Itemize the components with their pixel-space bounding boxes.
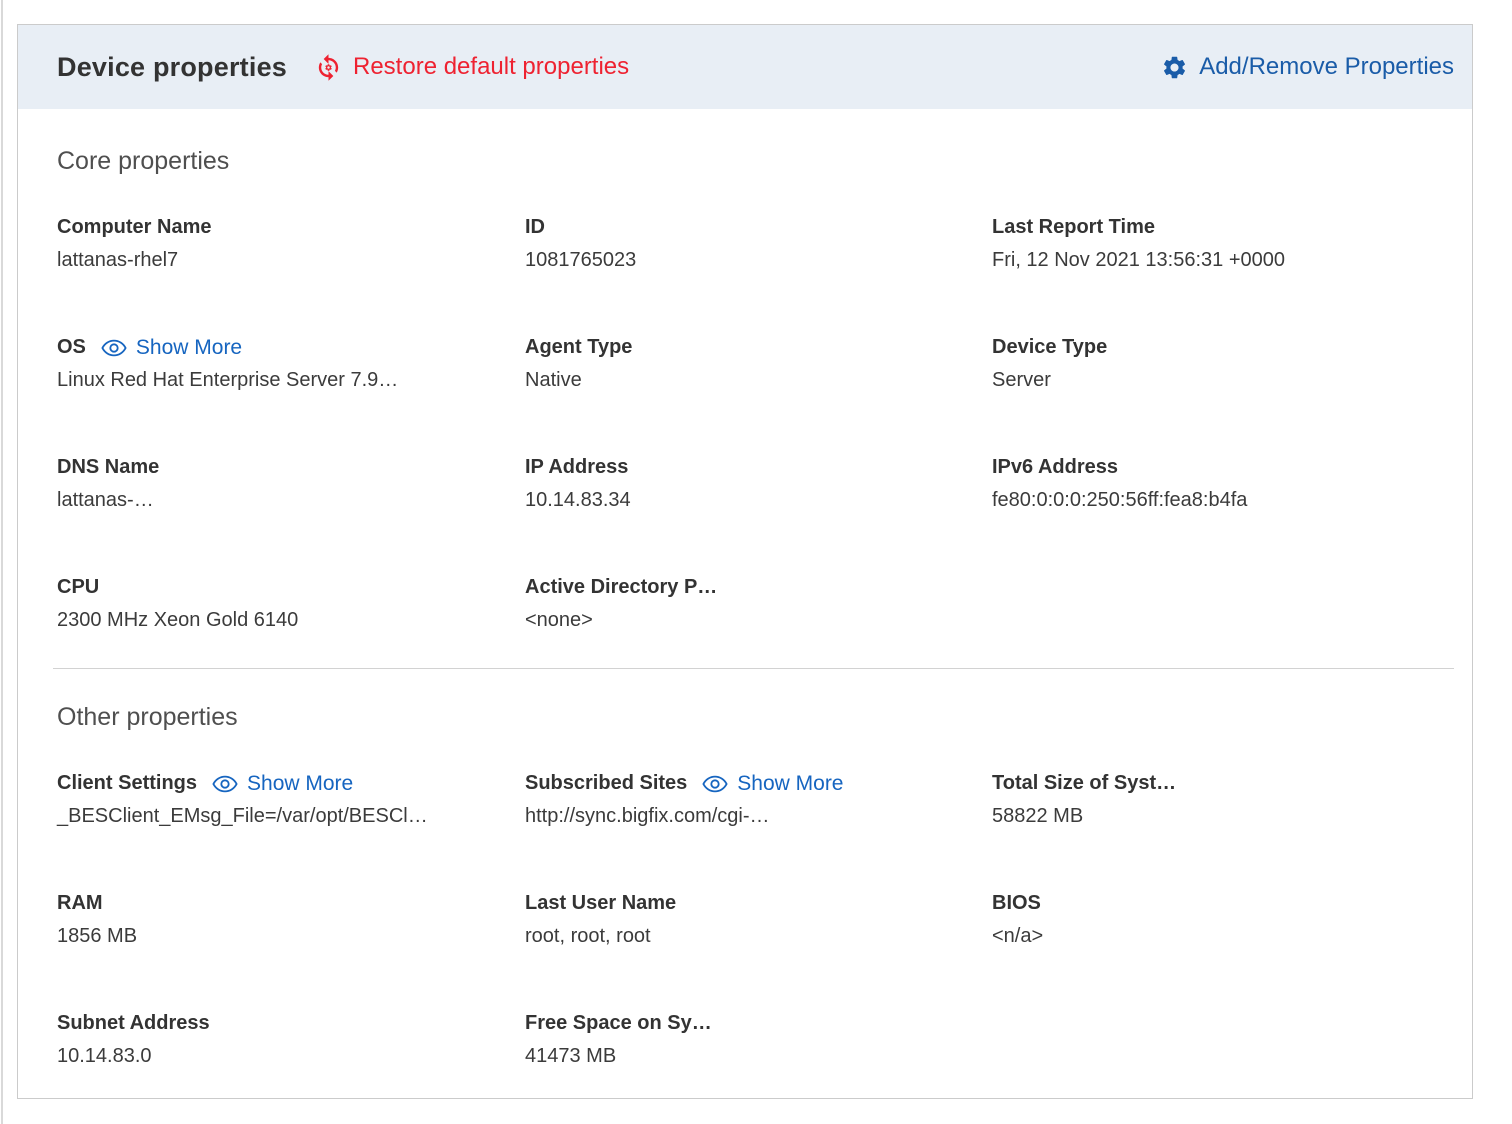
field-id [525,211,992,277]
field-value: <n/a> [992,925,1044,947]
other-properties-heading: Other properties [57,703,238,731]
device-properties-panel [17,24,1473,1099]
eye-icon [702,775,728,793]
field-value: 1856 MB [57,925,138,947]
field-label: Computer Name [57,216,212,238]
field-total-size-of-system [992,767,1432,833]
page-title: Device properties [57,51,287,82]
field-active-directory-path [525,571,992,637]
field-value: Server [992,369,1051,391]
field-value: lattanas-rhel7 [57,249,179,271]
add-remove-properties-label: Add/Remove Properties [1199,53,1454,80]
restore-default-properties-button[interactable] [314,53,629,82]
field-label: Subscribed Sites [525,772,688,794]
field-last-user-name [525,887,992,953]
show-more-label: Show More [247,772,354,795]
client-settings-show-more-link[interactable] [212,767,353,800]
field-last-report-time [992,211,1432,277]
show-more-label: Show More [737,772,844,795]
field-value: fe80:0:0:0:250:56ff:fea8:b4fa [992,489,1248,511]
field-label: Device Type [992,336,1108,358]
field-os [57,331,525,397]
field-subnet-address [57,1007,525,1073]
field-value: 58822 MB [992,805,1084,827]
restore-default-properties-label: Restore default properties [353,53,630,80]
restore-defaults-icon [314,53,343,82]
field-label: Active Directory P… [525,576,718,598]
field-label: OS [57,336,86,358]
field-value: 41473 MB [525,1045,617,1067]
core-properties-heading: Core properties [57,147,230,175]
empty-cell [992,571,1432,637]
field-label: Last Report Time [992,216,1155,238]
field-value: http://sync.bigfix.com/cgi-… [525,805,770,827]
field-label: Last User Name [525,892,677,914]
core-properties-grid [57,211,1432,637]
field-label: Client Settings [57,772,198,794]
field-value: 10.14.83.0 [57,1045,152,1067]
field-label: Free Space on Sy… [525,1012,712,1034]
field-value: Fri, 12 Nov 2021 13:56:31 +0000 [992,249,1285,271]
field-value: Native [525,369,582,391]
panel-content [18,109,1472,1073]
field-label: Agent Type [525,336,633,358]
field-agent-type [525,331,992,397]
screen-left-edge [1,0,3,1124]
os-show-more-link[interactable] [101,331,242,364]
field-label: IP Address [525,456,629,478]
add-remove-properties-button[interactable] [1161,53,1454,81]
field-label: ID [525,216,545,238]
field-value: 2300 MHz Xeon Gold 6140 [57,609,299,631]
field-ip-address [525,451,992,517]
field-ram [57,887,525,953]
field-computer-name [57,211,525,277]
field-dns-name [57,451,525,517]
field-label: BIOS [992,892,1041,914]
field-bios [992,887,1432,953]
gear-icon [1161,54,1188,81]
field-value: <none> [525,609,593,631]
eye-icon [101,339,127,357]
field-label: Subnet Address [57,1012,210,1034]
field-client-settings [57,767,525,833]
field-device-type [992,331,1432,397]
field-cpu [57,571,525,637]
field-value: 10.14.83.34 [525,489,631,511]
field-value: _BESClient_EMsg_File=/var/opt/BESCl… [57,805,428,827]
field-value: lattanas-… [57,489,154,511]
panel-header [18,25,1472,109]
field-label: Total Size of Syst… [992,772,1177,794]
field-subscribed-sites [525,767,992,833]
section-divider [53,668,1454,669]
field-label: CPU [57,576,100,598]
field-value: root, root, root [525,925,651,947]
field-label: DNS Name [57,456,160,478]
field-value: 1081765023 [525,249,637,271]
subscribed-sites-show-more-link[interactable] [702,767,843,800]
field-free-space-on-system [525,1007,992,1073]
other-properties-grid [57,767,1432,1073]
field-label: RAM [57,892,103,914]
empty-cell [992,1007,1432,1073]
field-ipv6-address [992,451,1432,517]
field-value: Linux Red Hat Enterprise Server 7.9… [57,369,399,391]
field-label: IPv6 Address [992,456,1118,478]
show-more-label: Show More [135,336,243,359]
eye-icon [212,775,238,793]
